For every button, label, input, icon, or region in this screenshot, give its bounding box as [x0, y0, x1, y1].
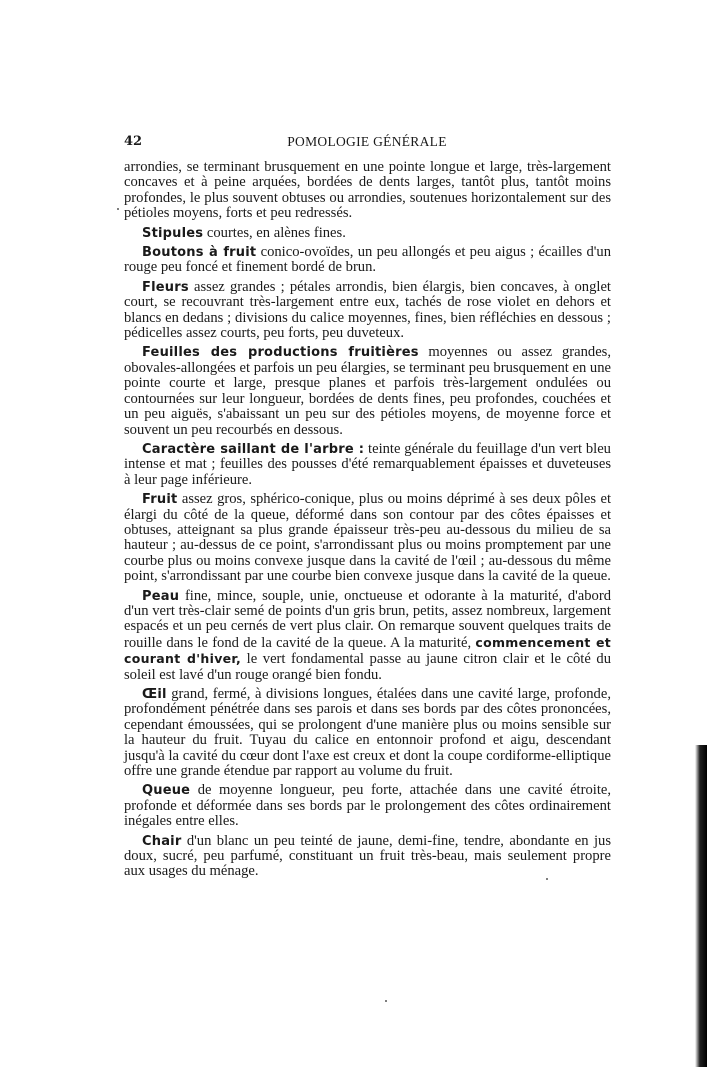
paragraph-lead: Boutons à fruit — [142, 245, 257, 261]
maturity-emphasis: commencement et courant d'hiver, — [124, 634, 611, 667]
paragraph-text: de moyenne longueur, peu forte, attachée dans une cavité étroite, profonde et déformée dans ses bords par le prolongement des côtes ordinairement inégales entre elles. — [124, 782, 611, 830]
paragraph-lead: Queue — [142, 783, 191, 799]
paragraph-text: teinte générale du feuillage d'un vert bleu intense et mat ; feuilles des pousses d'été remarquablement épaisses et duveteuses à leur page inférieure. — [124, 440, 611, 488]
paragraph-text: d'un blanc un peu teinté de jaune, demi-fine, tendre, abondante en jus doux, sucré, peu parfumé, constituant un fruit très-beau, mais seulement propre aux usages du ménage. — [124, 832, 611, 880]
paragraph-lead: Fruit — [142, 492, 178, 508]
paragraph-text: arrondies, se terminant brusquement en une pointe longue et large, très-largement concaves et à peine arquées, bordées de dents larges, tantôt plus, tantôt moins profondes, le plus souvent obtuses ou arrondies, soutenues horizontalement sur des pétioles moyens, forts et peu redressés. — [124, 159, 611, 222]
paragraph-boutons — [124, 245, 611, 276]
paragraph-text: assez gros, sphérico-conique, plus ou moins déprimé à ses deux pôles et élargi du côté de la queue, déformé dans son contour par des côtes épaisses et obtuses, atteignant sa plus grande épaisseur très-peu au-dessous du milieu de sa hauteur ; au-dessus de ce point, s'arrondissant plus ou moins promptement par une courbe plus ou moins convexe jusque dans la cavité de l'œil ; au-dessous du même point, s'arrondissant par une courbe bien convexe jusque dans la cavité de la queue. — [124, 491, 611, 585]
running-head — [124, 134, 610, 152]
paragraph-feuilles — [124, 345, 611, 437]
paragraph-lead: Stipules — [142, 225, 204, 241]
paragraph-queue — [124, 783, 611, 829]
paragraph-text: assez grandes ; pétales arrondis, bien élargis, bien concaves, à onglet court, se recouvrant très-largement entre eux, tachés de rose violet en dehors et blancs en dedans ; divisions du calice moyennes, fines, bien réfléchies en dessous ; pédicelles assez courts, peu forts, peu duveteux. — [124, 278, 611, 342]
paragraph-oeil — [124, 687, 611, 779]
body-text — [124, 160, 611, 884]
paragraph-chair — [124, 834, 611, 880]
paragraph-fleurs — [124, 280, 611, 342]
paragraph-lead: Fleurs — [142, 279, 189, 295]
paragraph-peau — [124, 589, 611, 683]
scan-speck — [385, 1000, 387, 1002]
paragraph-text: conico-ovoïdes, un peu allongés et peu aigus ; écailles d'un rouge peu foncé et finement bordé de brun. — [124, 244, 611, 276]
scan-speck — [546, 878, 548, 880]
page-number: 42 — [124, 134, 143, 149]
paragraph-stipules — [124, 226, 611, 241]
paragraph-text: moyennes ou assez grandes, obovales-allongées et parfois un peu élargies, se terminant peu brusquement en une pointe courte et large, presque planes et parfois très-largement ondulées ou contournées sur leur longueur, bordées de dents fines, peu profondes, couchées et un peu aiguës, s'abaissant un peu sur des pétioles moyens, de moyenne force et souvent un peu recourbés en dessous. — [124, 344, 612, 438]
paragraph-caractere — [124, 442, 611, 488]
paragraph-lead: Chair — [142, 833, 182, 849]
paragraph-text: le vert fondamental passe au jaune citron clair et le côté du soleil est lavé d'un rouge orangé bien fondu. — [124, 651, 612, 683]
paragraph-fruit — [124, 492, 611, 584]
paragraph-lead: Peau — [142, 588, 180, 604]
page-edge-shadow — [695, 745, 707, 1067]
paragraph-lead: Caractère saillant de l'arbre : — [142, 441, 365, 457]
paragraph-lead: Feuilles des productions fruitières — [142, 345, 419, 361]
running-title: POMOLOGIE GÉNÉRALE — [287, 134, 447, 149]
paragraph-text: fine, mince, souple, unie, onctueuse et odorante à la maturité, d'abord d'un vert très-clair semé de points d'un gris brun, petits, assez nombreux, largement espacés et un peu cernés de vert plus clair. On remarque souvent quelques traits de rouille dans le fond de la cavité de la queue. A la maturité, — [124, 587, 611, 651]
paragraph-continuation — [124, 160, 611, 222]
paragraph-text: grand, fermé, à divisions longues, étalées dans une cavité large, profonde, profondément pénétrée dans ses parois et dans ses bords par des côtes prononcées, cependant émoussées, qui se prolongent d'une manière plus ou moins sensible sur la hauteur du fruit. Tuyau du calice en entonnoir profond et aigu, descendant jusqu'à la cavité du cœur dont l'axe est creux et dont la coupe cordiforme-elliptique offre une grande étendue par rapport au volume du fruit. — [124, 686, 611, 780]
paragraph-text: courtes, en alènes fines. — [203, 224, 346, 241]
paragraph-lead: Œil — [142, 687, 167, 702]
scan-speck — [117, 208, 119, 210]
